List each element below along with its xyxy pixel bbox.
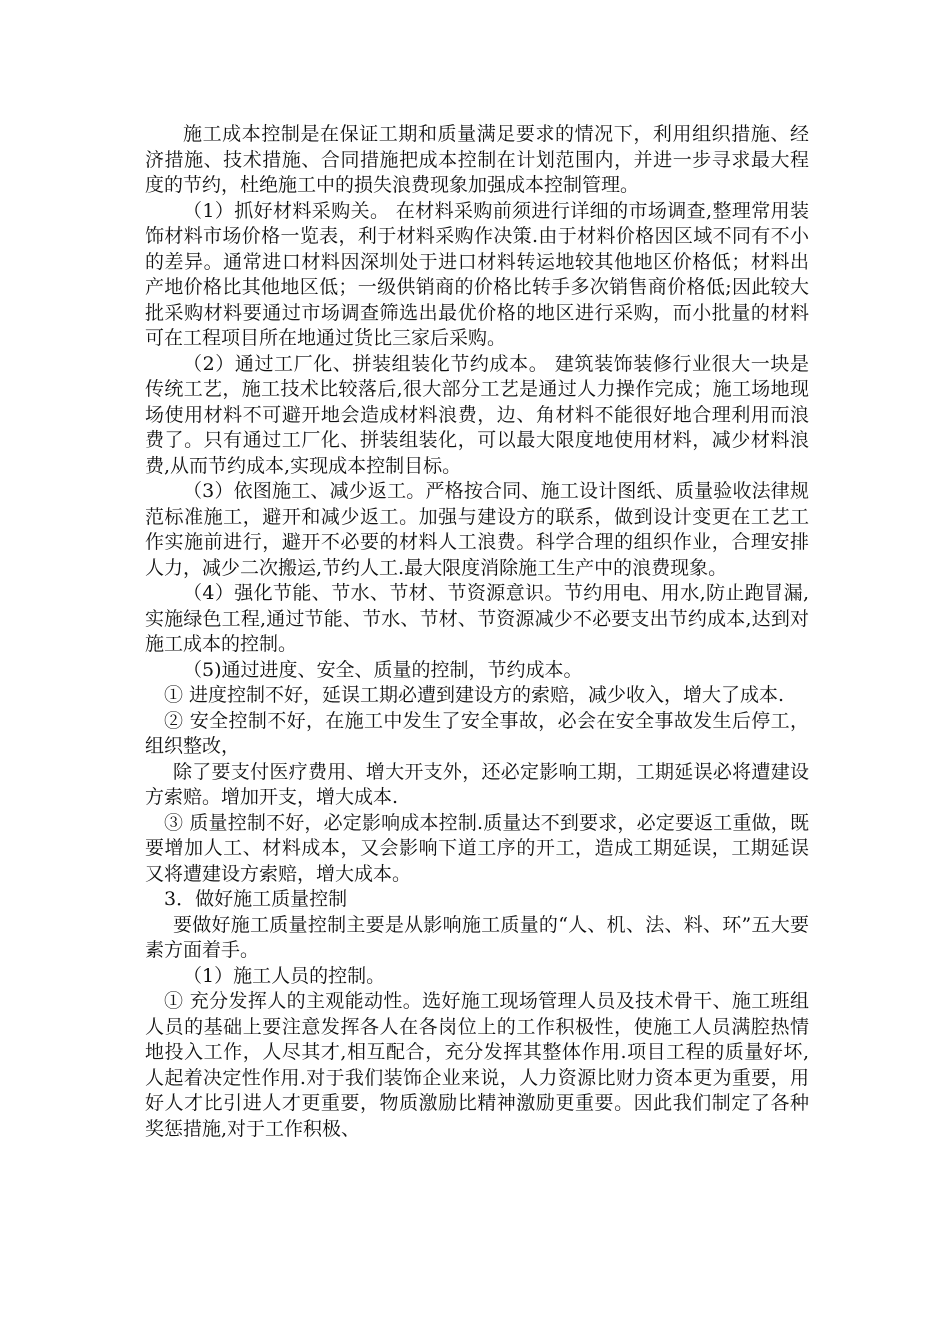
paragraph-material-procurement: （1）抓好材料采购关。 在材料采购前须进行详细的市场调查,整理常用装饰材料市场价格一览表，利于材料采购作决策.由于材料价格因区域不同有不小的差异。通常进口材料因深圳处于进口材料转运地较其他地区价格低；材料出产地价格比其他地区低；一级供销商的价格比转手多次销售商价格低;因此较大批采购材料要通过市场调查筛选出最优价格的地区进行采购，而小批量的材料可在工程项目所在地通过货比三家后采购。: [145, 199, 809, 349]
paragraph-safety-control: ② 安全控制不好，在施工中发生了安全事故，必会在安全事故发生后停工，组织整改，: [145, 709, 809, 757]
paragraph-initiative: ① 充分发挥人的主观能动性。选好施工现场管理人员及技术骨干、施工班组人员的基础上要注意发挥各人在各岗位上的工作积极性，使施工人员满腔热情地投入工作，人尽其才,相互配合，充分发挥其整体作用.项目工程的质量好坏,人起着决定性作用.对于我们装饰企业来说，人力资源比财力资本更为重要，用好人才比引进人才更重要，物质激励比精神激励更重要。因此我们制定了各种奖惩措施,对于工作积极、: [145, 990, 809, 1140]
paragraph-progress-control: ① 进度控制不好，延误工期必遭到建设方的索赔，减少收入，增大了成本.: [164, 684, 785, 706]
section-heading-quality: 3．做好施工质量控制: [164, 888, 348, 910]
paragraph-personnel-control: （1）施工人员的控制。: [183, 964, 386, 987]
paragraph-medical-costs: 除了要支付医疗费用、增大开支外，还必定影响工期，工期延误必将遭建设方索赔。增加开支，增大成本.: [145, 760, 809, 808]
paragraph-progress-safety-quality: （5)通过进度、安全、质量的控制，节约成本。: [183, 658, 583, 681]
paragraph-resource-saving: （4）强化节能、节水、节材、节资源意识。节约用电、用水,防止跑冒漏,实施绿色工程,通过节能、节水、节材、节资源减少不必要支出节约成本,达到对施工成本的控制。: [145, 582, 809, 655]
paragraph-cost-control-intro: 施工成本控制是在保证工期和质量满足要求的情况下，利用组织措施、经济措施、技术措施、合同措施把成本控制在计划范围内，并进一步寻求最大程度的节约，杜绝施工中的损失浪费现象加强成本控制管理。: [145, 123, 809, 196]
paragraph-quality-control: ③ 质量控制不好，必定影响成本控制.质量达不到要求，必定要返工重做，既要增加人工、材料成本，又会影响下道工序的开工，造成工期延误，工期延误又将遭建设方索赔，增大成本。: [145, 811, 809, 885]
paragraph-five-factors: 要做好施工质量控制主要是从影响施工质量的“人、机、法、料、环”五大要素方面着手。: [145, 913, 809, 961]
paragraph-follow-drawings: （3）依图施工、减少返工。严格按合同、施工设计图纸、质量验收法律规范标准施工，避开和减少返工。加强与建设方的联系，做到设计变更在工艺工作实施前进行，避开不必要的材料人工浪费。科学合理的组织作业，合理安排人力，减少二次搬运,节约人工.最大限度消除施工生产中的浪费现象。: [145, 480, 809, 579]
document-body: [145, 122, 809, 1142]
paragraph-factory-assembly: （2）通过工厂化、拼装组装化节约成本。 建筑装饰装修行业很大一块是传统工艺，施工技术比较落后,很大部分工艺是通过人力操作完成；施工场地现场使用材料不可避开地会造成材料浪费，边、角材料不能很好地合理利用而浪费了。只有通过工厂化、拼装组装化，可以最大限度地使用材料，减少材料浪费,从而节约成本,实现成本控制目标。: [145, 352, 809, 477]
